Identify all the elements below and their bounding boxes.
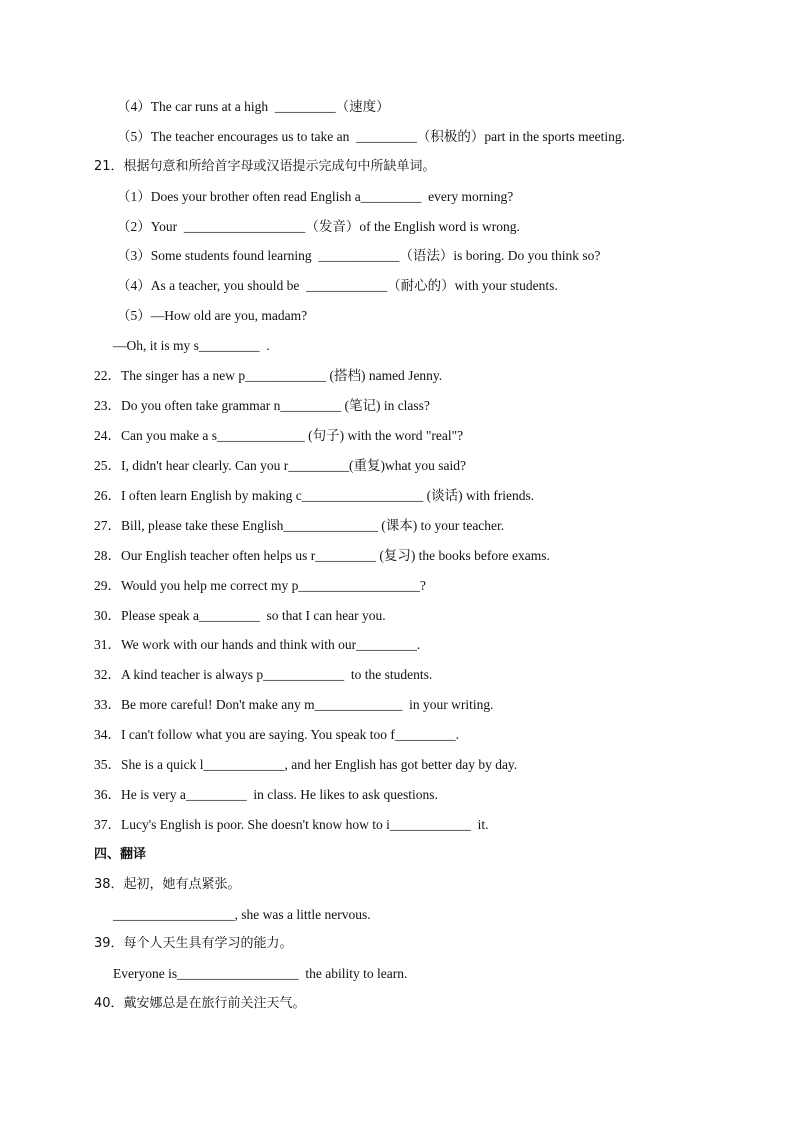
question-25: 25．I, didn't hear clearly. Can you r_________(重复)what you said? [94, 458, 466, 473]
question-23: 23．Do you often take grammar n_________ (笔记) in class? [94, 398, 430, 413]
question-38-answer: __________________, she was a little nervous. [113, 907, 371, 922]
question-39: 39．每个人天生具有学习的能力。 [94, 936, 293, 951]
question-34: 34．I can't follow what you are saying. You speak too f_________. [94, 727, 460, 742]
question-24: 24．Can you make a s_____________ (句子) with the word "real"? [94, 428, 464, 443]
question-28: 28．Our English teacher often helps us r_________ (复习) the books before exams. [94, 548, 550, 563]
q21-instruction: 21．根据句意和所给首字母或汉语提示完成句中所缺单词。 [94, 159, 436, 174]
question-32: 32．A kind teacher is always p____________ to the students. [94, 667, 433, 682]
question-36: 36．He is very a_________ in class. He likes to ask questions. [94, 787, 438, 802]
question-31: 31．We work with our hands and think with our_________. [94, 637, 421, 652]
question-27: 27．Bill, please take these English______________ (课本) to your teacher. [94, 518, 505, 533]
q21-item5: （5）—How old are you, madam? [117, 308, 308, 323]
question-35: 35．She is a quick l____________, and her English has got better day by day. [94, 757, 518, 772]
q21-item4: （4）As a teacher, you should be ____________（耐心的）with your students. [117, 278, 558, 293]
question-40: 40．戴安娜总是在旅行前关注天气。 [94, 996, 306, 1011]
question-38: 38．起初，她有点紧张。 [94, 877, 241, 892]
question-29: 29．Would you help me correct my p__________________? [94, 578, 426, 593]
q21-item1: （1）Does your brother often read English a_________ every morning? [117, 189, 514, 204]
section-heading-translation: 四、翻译 [94, 847, 147, 862]
question-39-answer: Everyone is__________________ the ability to learn. [113, 966, 408, 981]
question-26: 26．I often learn English by making c__________________ (谈话) with friends. [94, 488, 535, 503]
question-22: 22．The singer has a new p____________ (搭档) named Jenny. [94, 368, 443, 383]
question-30: 30．Please speak a_________ so that I can hear you. [94, 608, 386, 623]
question-33: 33．Be more careful! Don't make any m_____________ in your writing. [94, 697, 494, 712]
q20-item4: （4）The car runs at a high _________（速度） [117, 99, 390, 114]
q20-item5: （5）The teacher encourages us to take an _________（积极的）part in the sports meeting. [117, 129, 625, 144]
question-37: 37．Lucy's English is poor. She doesn't know how to i____________ it. [94, 817, 489, 832]
q21-item5-answer: —Oh, it is my s_________ . [113, 338, 270, 353]
q21-item3: （3）Some students found learning ____________（语法）is boring. Do you think so? [117, 248, 601, 263]
q21-item2: （2）Your __________________（发音）of the English word is wrong. [117, 219, 520, 234]
